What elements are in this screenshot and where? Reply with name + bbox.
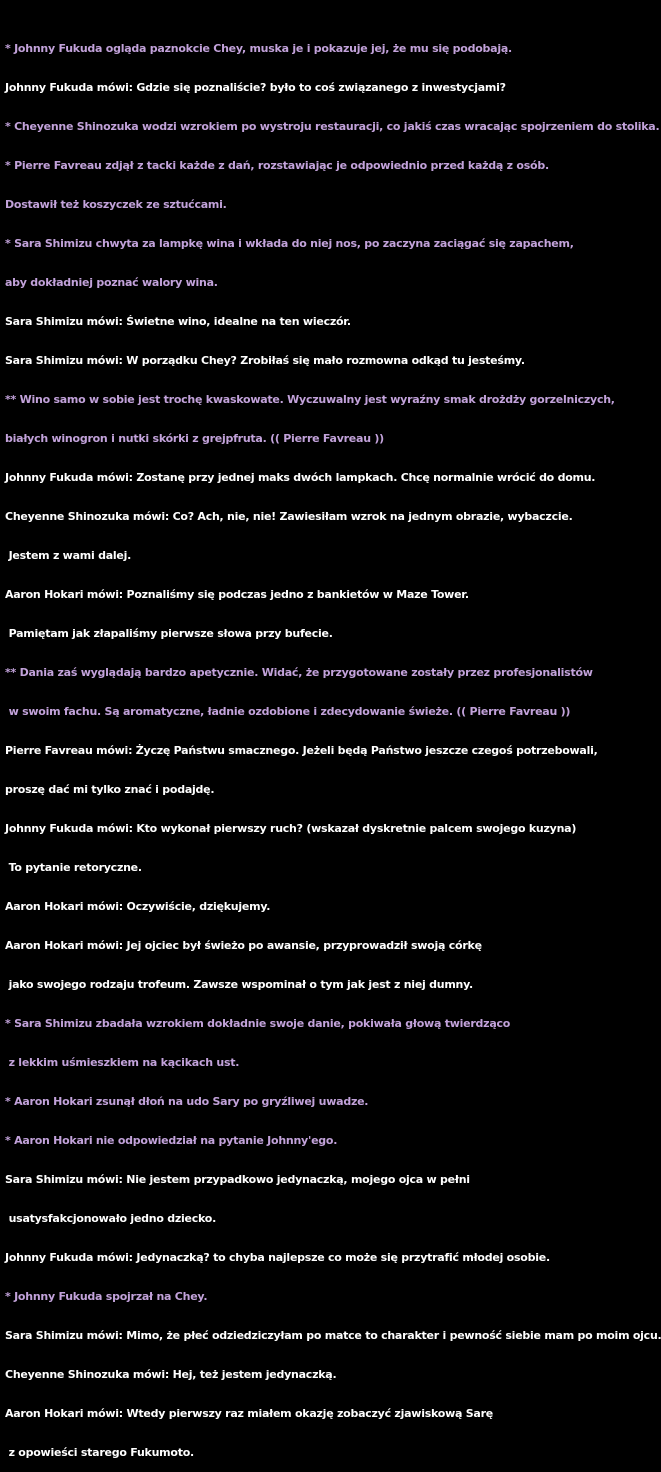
- chat-line-action: * Johnny Fukuda ogląda paznokcie Chey, muska je i pokazuje jej, że mu się podobają.: [5, 42, 512, 55]
- chat-line-action: Dostawił też koszyczek ze sztućcami.: [5, 198, 227, 211]
- chat-line-action: * Aaron Hokari nie odpowiedział na pytanie Johnny'ego.: [5, 1134, 338, 1147]
- chat-line-action: w swoim fachu. Są aromatyczne, ładnie ozdobione i zdecydowanie świeże. (( Pierre Favreau )): [5, 705, 571, 718]
- chat-line-speech: Johnny Fukuda mówi: Zostanę przy jednej maks dwóch lampkach. Chcę normalnie wrócić do domu.: [5, 471, 596, 484]
- chat-line-speech: Cheyenne Shinozuka mówi: Hej, też jestem jedynaczką.: [5, 1368, 337, 1381]
- chat-line-speech: Sara Shimizu mówi: Mimo, że płeć odziedziczyłam po matce to charakter i pewność siebie mam po moim ojcu.: [5, 1329, 661, 1342]
- chat-line-speech: Aaron Hokari mówi: Oczywiście, dziękujemy.: [5, 900, 271, 913]
- chat-line-action: białych winogron i nutki skórki z grejpfruta. (( Pierre Favreau )): [5, 432, 384, 445]
- chat-line-speech: Sara Shimizu mówi: Świetne wino, idealne na ten wieczór.: [5, 315, 351, 328]
- chat-line-speech: Aaron Hokari mówi: Poznaliśmy się podczas jedno z bankietów w Maze Tower.: [5, 588, 469, 601]
- chat-line-action: ** Dania zaś wyglądają bardzo apetycznie. Widać, że przygotowane zostały przez profesjonalistów: [5, 666, 593, 679]
- chat-line-action: z lekkim uśmieszkiem na kącikach ust.: [5, 1056, 240, 1069]
- chat-line-speech: Pamiętam jak złapaliśmy pierwsze słowa przy bufecie.: [5, 627, 333, 640]
- chat-line-speech: proszę dać mi tylko znać i podajdę.: [5, 783, 215, 796]
- chat-line-action: * Cheyenne Shinozuka wodzi wzrokiem po wystroju restauracji, co jakiś czas wracając spojrzeniem do stolika.: [5, 120, 660, 133]
- chat-line-action: aby dokładniej poznać walory wina.: [5, 276, 218, 289]
- chat-line-speech: Sara Shimizu mówi: W porządku Chey? Zrobiłaś się mało rozmowna odkąd tu jesteśmy.: [5, 354, 525, 367]
- chat-line-speech: z opowieści starego Fukumoto.: [5, 1446, 194, 1459]
- chat-line-speech: Aaron Hokari mówi: Wtedy pierwszy raz miałem okazję zobaczyć zjawiskową Sarę: [5, 1407, 493, 1420]
- chat-line-speech: Pierre Favreau mówi: Życzę Państwu smacznego. Jeżeli będą Państwo jeszcze czegoś potrzebowali,: [5, 744, 598, 757]
- chat-line-action: * Sara Shimizu zbadała wzrokiem dokładnie swoje danie, pokiwała głową twierdząco: [5, 1017, 511, 1030]
- chat-line-speech: usatysfakcjonowało jedno dziecko.: [5, 1212, 217, 1225]
- chat-line-speech: Sara Shimizu mówi: Nie jestem przypadkowo jedynaczką, mojego ojca w pełni: [5, 1173, 470, 1186]
- chat-line-speech: Jestem z wami dalej.: [5, 549, 132, 562]
- chat-line-speech: Cheyenne Shinozuka mówi: Co? Ach, nie, nie! Zawiesiłam wzrok na jednym obrazie, wybaczcie.: [5, 510, 573, 523]
- chat-line-action: ** Wino samo w sobie jest trochę kwaskowate. Wyczuwalny jest wyraźny smak drożdży gorzelniczych,: [5, 393, 615, 406]
- chat-line-action: * Sara Shimizu chwyta za lampkę wina i wkłada do niej nos, po zaczyna zaciągać się zapachem,: [5, 237, 574, 250]
- chat-line-speech: jako swojego rodzaju trofeum. Zawsze wspominał o tym jak jest z niej dumny.: [5, 978, 473, 991]
- chat-line-action: * Aaron Hokari zsunął dłoń na udo Sary po gryźliwej uwadze.: [5, 1095, 369, 1108]
- chat-line-action: * Johnny Fukuda spojrzał na Chey.: [5, 1290, 208, 1303]
- chat-line-speech: Aaron Hokari mówi: Jej ojciec był świeżo po awansie, przyprowadził swoją córkę: [5, 939, 482, 952]
- chat-line-action: * Pierre Favreau zdjął z tacki każde z dań, rozstawiając je odpowiednio przed każdą z osób.: [5, 159, 549, 172]
- chat-line-speech: To pytanie retoryczne.: [5, 861, 142, 874]
- chat-line-speech: Johnny Fukuda mówi: Jedynaczką? to chyba najlepsze co może się przytrafić młodej osobie.: [5, 1251, 550, 1264]
- chat-line-speech: Johnny Fukuda mówi: Gdzie się poznaliście? było to coś związanego z inwestycjami?: [5, 81, 506, 94]
- chat-line-speech: Johnny Fukuda mówi: Kto wykonał pierwszy ruch? (wskazał dyskretnie palcem swojego kuzyna): [5, 822, 577, 835]
